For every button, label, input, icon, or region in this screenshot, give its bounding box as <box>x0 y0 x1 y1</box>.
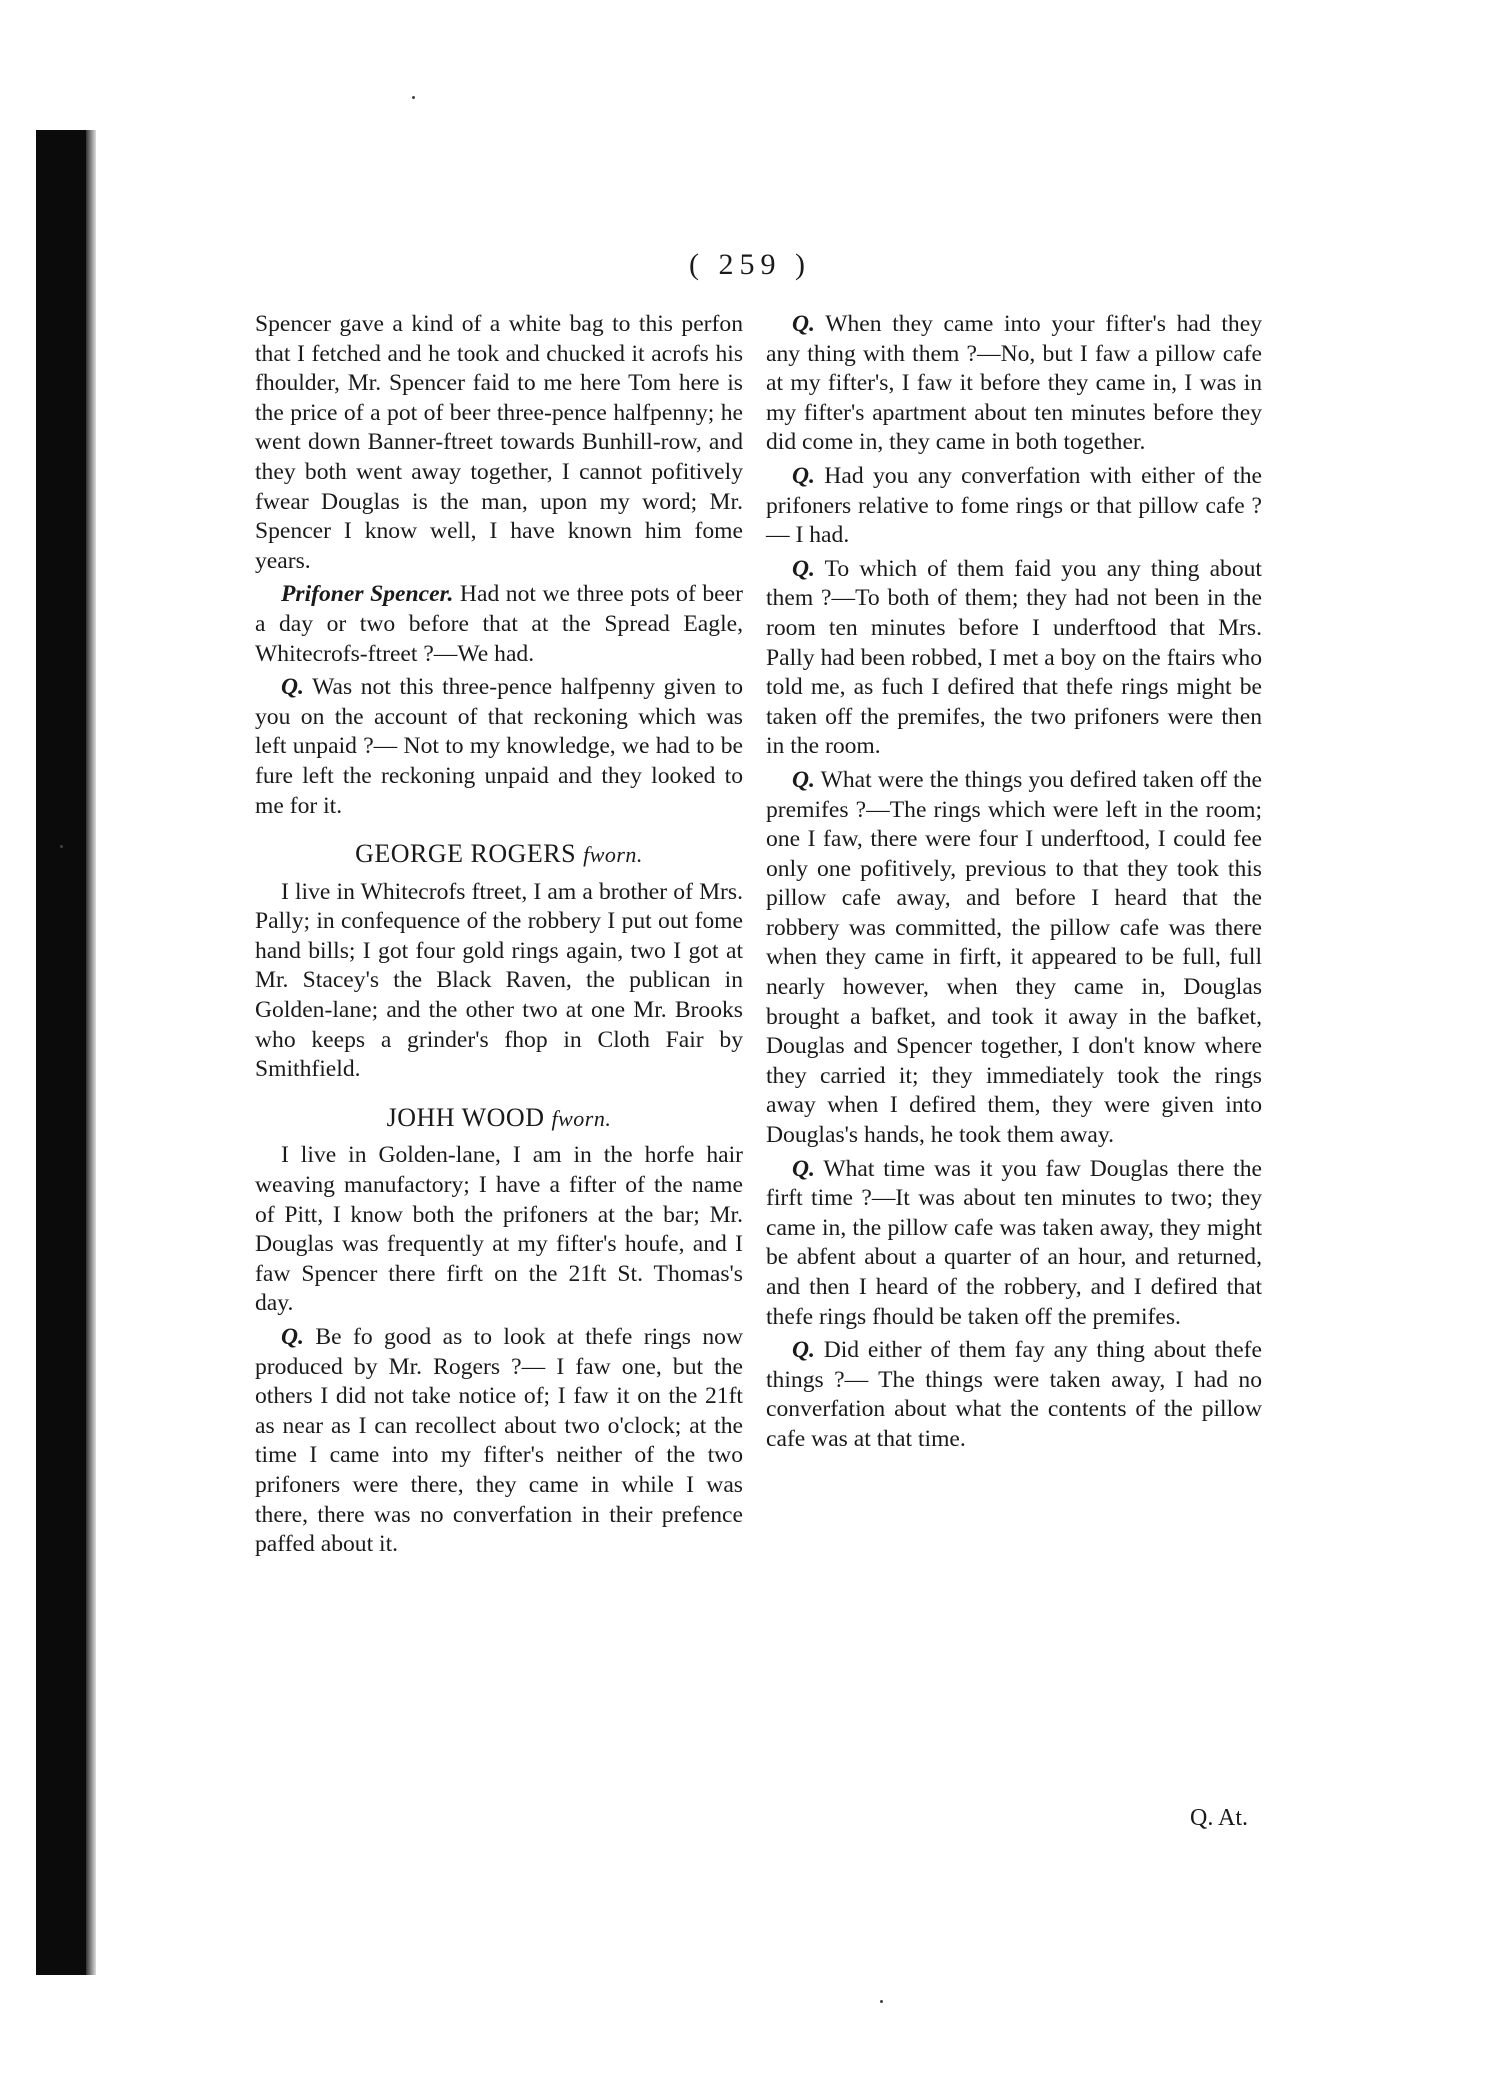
paragraph-text: Was not this three-pence halfpenny given to you on the account of that reckoning which was left unpaid ?— Not to my knowledge, we had to be fure left the reckoning unpaid and they looked to me for it. <box>255 674 743 819</box>
speaker-lead: Prifoner Spencer. <box>281 581 454 608</box>
paragraph-text: Had you any converfation with either of the prifoners relative to fome rings or that pillow cafe ?— I had. <box>766 462 1262 549</box>
paragraph-text: Spencer gave a kind of a white bag to this perfon that I fetched and he took and chucked it acrofs his fhoulder, Mr. Spencer faid to me here Tom here is the price of a pot of beer three-pence halfpenny; he went down Banner-ftreet towards Bunhill-row, and they both went away together, I cannot pofitively fwear Douglas is the man, upon my word; Mr. Spencer I know well, I have known him fome years. <box>255 311 743 574</box>
page-number: ( 259 ) <box>689 248 811 281</box>
paragraph-text: I live in Whitecrofs ftreet, I am a brother of Mrs. Pally; in confequence of the robbery I put out fome hand bills; I got four gold rings again, two I got at Mr. Stacey's the Black Raven, the publican in Golden-lane; and the other two at one Mr. Brooks who keeps a grinder's fhop in Cloth Fair by Smithfield. <box>255 878 743 1083</box>
testimony-paragraph <box>255 580 743 669</box>
paragraph-text: Be fo good as to look at thefe rings now produced by Mr. Rogers ?— I faw one, but the others I did not take notice of; I faw it on the 21ft as near as I can recollect about two o'clock; at the time I came into my fifter's neither of the two prifoners were there, they came in while I was there, there was no converfation in their prefence paffed about it. <box>255 1324 743 1558</box>
catchword: Q. At. <box>1190 1805 1249 1831</box>
speaker-lead: Q. <box>792 555 815 582</box>
testimony-paragraph <box>255 878 743 1085</box>
speaker-lead: Q. <box>281 1324 304 1350</box>
speaker-lead: Q. <box>792 1155 815 1182</box>
testimony-paragraph <box>766 1155 1262 1333</box>
paragraph-text: What time was it you faw Douglas there the firft time ?—It was about ten minutes to two; they came in, the pillow cafe was taken away, they might be abfent about a quarter of an hour, and returned, and then I heard of the robbery, and I defired that thefe rings fhould be taken off the premifes. <box>766 1155 1262 1330</box>
paragraph-text: What were the things you defired taken off the premifes ?—The rings which were left in the room; one I faw, there were four I underftood, I could fee only one pofitively, previous to that they took this pillow cafe away, and before I heard that the robbery was committed, the pillow cafe was there when they came in firft, it appeared to be full, full nearly however, when they came in, Douglas brought a bafket, and took it away in the bafket, Douglas and Spencer together, I don't know where they carried it; they immediately took the rings away when I defired them, they were given into Douglas's hands, he took them away. <box>766 766 1262 1149</box>
speaker-lead: Q. <box>792 1337 815 1364</box>
testimony-paragraph <box>766 555 1262 762</box>
testimony-paragraph <box>766 462 1262 551</box>
speaker-lead: Q. <box>792 462 815 489</box>
ink-speck <box>60 845 63 848</box>
testimony-paragraph <box>255 673 743 821</box>
left-text-column <box>255 310 743 1564</box>
witness-heading <box>255 1103 743 1134</box>
paragraph-text: Had not we three pots of beer a day or two before that at the Spread Eagle, Whitecrofs-ftreet ?—We had. <box>255 581 743 667</box>
paragraph-text: To which of them faid you any thing about them ?—To both of them; they had not been in the room ten minutes before I underftood that Mrs. Pally had been robbed, I met a boy on the ftairs who told me, as fuch I defired that thefe rings might be taken off the premifes, the two prifoners were then in the room. <box>766 555 1262 760</box>
witness-name: GEORGE ROGERS <box>355 839 577 869</box>
witness-name: JOHH WOOD <box>386 1102 545 1132</box>
ink-speck <box>412 96 415 99</box>
witness-heading <box>255 839 743 870</box>
testimony-paragraph <box>766 310 1262 458</box>
testimony-paragraph <box>255 1323 743 1560</box>
testimony-paragraph <box>255 1141 743 1319</box>
right-text-column <box>766 310 1262 1459</box>
speaker-lead: Q. <box>792 766 815 793</box>
testimony-paragraph <box>766 766 1262 1151</box>
speaker-lead: Q. <box>281 674 304 701</box>
paragraph-text: I live in Golden-lane, I am in the horfe hair weaving manufactory; I have a fifter of the name of Pitt, I know both the prifoners at the bar; Mr. Douglas was frequently at my fifter's houfe, and I faw Spencer there firft on the 21ft St. Thomas's day. <box>255 1142 743 1317</box>
paragraph-text: Did either of them fay any thing about thefe things ?— The things were taken away, I had no converfation about what the contents of the pillow cafe was at that time. <box>766 1337 1262 1452</box>
testimony-paragraph <box>255 310 743 576</box>
sworn-label: fworn. <box>551 1105 612 1131</box>
book-spine-shadow <box>36 130 88 1975</box>
ink-speck <box>880 2000 883 2003</box>
paragraph-text: When they came into your fifter's had they any thing with them ?—No, but I faw a pillow cafe at my fifter's, I faw it before they came in, I was in my fifter's apartment about ten minutes before they did come in, they came in both together. <box>766 311 1262 456</box>
speaker-lead: Q. <box>792 311 815 337</box>
testimony-paragraph <box>766 1336 1262 1454</box>
page-gutter-edge <box>86 130 96 1975</box>
sworn-label: fworn. <box>583 842 643 868</box>
